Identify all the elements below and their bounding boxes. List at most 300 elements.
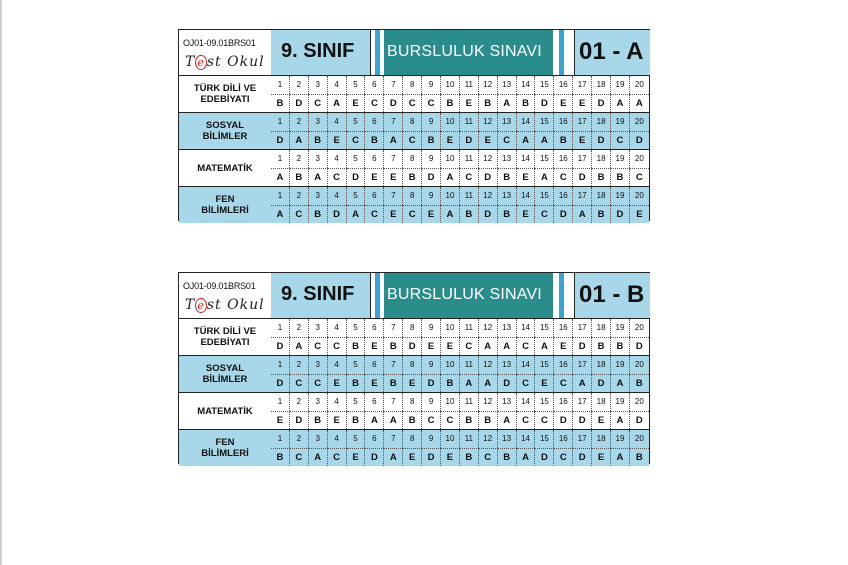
answer-letter: C [441, 411, 460, 429]
answer-letter: E [441, 131, 460, 149]
answer-letter: A [517, 131, 536, 149]
answer-letter: D [592, 131, 611, 149]
question-number: 20 [634, 154, 644, 163]
subject-label [179, 76, 272, 112]
answer-letter: A [630, 94, 649, 112]
question-number: 7 [384, 113, 403, 131]
question-number: 3 [309, 430, 328, 448]
answer-letter: C [328, 168, 347, 186]
answer-letter: D [535, 94, 554, 112]
question-number: 8 [403, 150, 422, 168]
question-number: 2 [290, 319, 309, 337]
question-number: 1 [271, 319, 290, 337]
answer-letter: A [479, 337, 498, 355]
answer-letter: D [290, 94, 309, 112]
code-box [179, 30, 272, 75]
answer-letter: A [290, 337, 309, 355]
question-number: 1 [271, 113, 290, 131]
subject-row [179, 355, 649, 392]
subject-row [179, 392, 649, 429]
question-number: 6 [365, 187, 384, 205]
question-number: 12 [479, 113, 498, 131]
question-number: 12 [479, 430, 498, 448]
answer-letter: D [347, 168, 366, 186]
answer-letter: A [328, 94, 347, 112]
answer-letter: E [592, 411, 611, 429]
question-number: 14 [517, 393, 536, 411]
answer-letter: E [479, 131, 498, 149]
question-number: 1 [271, 187, 290, 205]
answer-cells [271, 150, 649, 186]
question-number: 9 [422, 76, 441, 94]
answer-letter: B [460, 205, 479, 223]
answer-letter: D [479, 168, 498, 186]
answer-letter: D [422, 448, 441, 466]
question-number: 11 [460, 319, 479, 337]
answer-letter: B [460, 448, 479, 466]
question-number: 6 [365, 150, 384, 168]
answer-letter: A [347, 205, 366, 223]
answer-letter: E [517, 168, 536, 186]
answer-grid [179, 318, 649, 466]
subject-label [179, 319, 272, 355]
question-number: 10 [441, 319, 460, 337]
answer-letter: D [498, 374, 517, 392]
answer-letter: A [271, 205, 290, 223]
test-okul-logo: T e st Okul [185, 297, 265, 313]
question-number: 2 [290, 430, 309, 448]
code-box [179, 273, 272, 318]
answer-letter: C [517, 411, 536, 429]
question-number: 11 [460, 356, 479, 374]
question-number: 18 [592, 113, 611, 131]
question-number: 13 [498, 150, 517, 168]
question-number: 8 [403, 430, 422, 448]
question-number: 6 [365, 356, 384, 374]
answer-letter: D [422, 168, 441, 186]
question-numbers [271, 356, 649, 374]
answer-letter: B [554, 131, 573, 149]
question-number: 7 [384, 393, 403, 411]
question-number: 16 [554, 113, 573, 131]
exam-title: BURSLULUK SINAVI [387, 286, 542, 303]
question-number: 18 [592, 150, 611, 168]
answer-letter: B [630, 448, 649, 466]
subject-label [179, 150, 272, 186]
question-number: 16 [554, 430, 573, 448]
question-number: 7 [384, 150, 403, 168]
answer-letter: A [384, 131, 403, 149]
answer-letter: C [517, 337, 536, 355]
question-number: 4 [328, 393, 347, 411]
answer-letter: B [592, 337, 611, 355]
subject-line-1: SOSYAL [205, 120, 245, 131]
question-number: 8 [403, 319, 422, 337]
question-number: 12 [479, 319, 498, 337]
question-number: 1 [271, 76, 290, 94]
question-number: 13 [498, 356, 517, 374]
answer-letter: A [365, 411, 384, 429]
answer-letter: A [441, 205, 460, 223]
document-code: OJ01-09.01BRS01 [183, 281, 256, 291]
question-number: 1 [271, 430, 290, 448]
question-number: 19 [611, 319, 630, 337]
question-number: 20 [634, 323, 644, 332]
booklet-label: 01 - B [579, 281, 645, 308]
answer-letter: C [554, 448, 573, 466]
subject-line-1: TÜRK DİLİ VE [193, 326, 257, 337]
answer-key-card [178, 29, 650, 221]
answer-letter: D [573, 411, 592, 429]
question-number: 18 [592, 187, 611, 205]
subject-label [179, 430, 272, 466]
question-number: 15 [535, 393, 554, 411]
question-number: 2 [290, 76, 309, 94]
question-number: 10 [441, 393, 460, 411]
answer-letter: E [630, 205, 649, 223]
card-header [179, 30, 649, 75]
question-number: 17 [573, 150, 592, 168]
answer-letter: C [290, 374, 309, 392]
question-number: 8 [403, 113, 422, 131]
answer-letter: D [630, 411, 649, 429]
question-number: 17 [573, 356, 592, 374]
answer-letters [271, 337, 649, 355]
answer-letter: B [403, 411, 422, 429]
question-number: 16 [554, 150, 573, 168]
stripe-divider [371, 273, 384, 318]
question-numbers [271, 319, 649, 337]
answer-letter: C [479, 448, 498, 466]
exam-title: BURSLULUK SINAVI [387, 43, 542, 60]
question-number: 13 [498, 187, 517, 205]
question-number: 3 [309, 187, 328, 205]
question-number: 8 [403, 356, 422, 374]
answer-letter: A [573, 205, 592, 223]
question-number: 6 [365, 430, 384, 448]
answer-letters [271, 448, 649, 466]
question-number: 9 [422, 393, 441, 411]
question-number: 13 [498, 76, 517, 94]
answer-letter: B [441, 94, 460, 112]
stripe [375, 30, 380, 75]
subject-line-2: BİLİMLER [202, 131, 248, 142]
question-number: 14 [517, 187, 536, 205]
answer-letter: B [347, 411, 366, 429]
answer-letter: E [365, 168, 384, 186]
question-number: 2 [290, 393, 309, 411]
answer-letter: D [460, 131, 479, 149]
question-number: 19 [611, 430, 630, 448]
answer-letters [271, 411, 649, 429]
subject-row [179, 318, 649, 355]
question-number: 11 [460, 393, 479, 411]
answer-letter: C [365, 94, 384, 112]
question-number: 12 [479, 187, 498, 205]
answer-letter: C [554, 374, 573, 392]
question-number: 18 [592, 393, 611, 411]
answer-letter: A [517, 448, 536, 466]
answer-key-card [178, 272, 650, 464]
answer-cells [271, 76, 649, 112]
answer-letter: A [498, 94, 517, 112]
subject-line-1: MATEMATİK [197, 405, 253, 417]
answer-letter: B [611, 337, 630, 355]
answer-letter: B [365, 131, 384, 149]
answer-letter: B [422, 131, 441, 149]
question-number: 15 [535, 356, 554, 374]
subject-line-2: EDEBİYATI [200, 337, 250, 348]
question-number: 5 [347, 393, 366, 411]
answer-letter: C [460, 337, 479, 355]
question-number: 5 [347, 113, 366, 131]
answer-letter: C [290, 205, 309, 223]
question-number: 14 [517, 430, 536, 448]
answer-letter: A [271, 168, 290, 186]
question-number: 10 [441, 76, 460, 94]
answer-letter: B [498, 205, 517, 223]
question-number: 18 [592, 76, 611, 94]
answer-letter: E [517, 205, 536, 223]
stripe [559, 30, 564, 75]
question-number: 12 [479, 393, 498, 411]
question-number: 7 [384, 76, 403, 94]
question-number: 16 [554, 319, 573, 337]
answer-cells [271, 356, 649, 392]
answer-letter: C [309, 374, 328, 392]
answer-letter: B [384, 337, 403, 355]
question-number: 7 [384, 356, 403, 374]
question-number: 9 [422, 150, 441, 168]
answer-letter: E [441, 337, 460, 355]
answer-letter: D [271, 374, 290, 392]
question-number: 10 [441, 113, 460, 131]
question-number: 20 [634, 80, 644, 89]
question-number: 17 [573, 430, 592, 448]
answer-letter: E [592, 448, 611, 466]
answer-letter: A [611, 94, 630, 112]
answer-letter: E [271, 411, 290, 429]
question-number: 16 [554, 187, 573, 205]
question-number: 6 [365, 113, 384, 131]
subject-line-1: FEN [215, 194, 235, 205]
subject-row [179, 75, 649, 112]
answer-letter: E [328, 411, 347, 429]
subject-line-2: BİLİMLERİ [201, 205, 249, 216]
question-number: 15 [535, 113, 554, 131]
answer-letter: D [573, 448, 592, 466]
answer-letter: B [384, 374, 403, 392]
subject-line-1: MATEMATİK [197, 162, 253, 174]
answer-cells [271, 187, 649, 223]
page-edge [0, 0, 2, 565]
answer-letter: D [535, 448, 554, 466]
question-number: 2 [290, 187, 309, 205]
answer-letter: E [328, 374, 347, 392]
answer-letter: C [630, 168, 649, 186]
question-number: 14 [517, 356, 536, 374]
answer-letter: E [365, 337, 384, 355]
subject-row [179, 186, 649, 223]
question-number: 13 [498, 393, 517, 411]
answer-letter: D [554, 205, 573, 223]
question-number: 11 [460, 187, 479, 205]
answer-letter: D [554, 411, 573, 429]
answer-letter: D [479, 205, 498, 223]
answer-letter: E [422, 205, 441, 223]
question-number: 3 [309, 76, 328, 94]
stripe-divider [371, 30, 384, 75]
answer-letter: B [498, 448, 517, 466]
question-number: 4 [328, 430, 347, 448]
question-number: 18 [592, 356, 611, 374]
answer-letters [271, 131, 649, 149]
answer-letter: E [347, 448, 366, 466]
answer-letter: A [611, 448, 630, 466]
answer-letter: A [384, 448, 403, 466]
subject-row [179, 149, 649, 186]
answer-letter: B [479, 94, 498, 112]
answer-letter: A [535, 337, 554, 355]
question-number: 6 [365, 393, 384, 411]
question-number: 11 [460, 76, 479, 94]
question-number: 4 [328, 319, 347, 337]
answer-letter: C [422, 94, 441, 112]
question-number: 19 [611, 113, 630, 131]
answer-cells [271, 393, 649, 429]
subject-line-1: FEN [215, 437, 235, 448]
answer-letter: B [403, 168, 422, 186]
subject-line-1: SOSYAL [205, 363, 245, 374]
question-number: 17 [573, 113, 592, 131]
question-number: 10 [441, 187, 460, 205]
subject-row [179, 429, 649, 466]
booklet-box [574, 273, 650, 318]
answer-cells [271, 430, 649, 466]
answer-letter: A [535, 131, 554, 149]
answer-letters [271, 374, 649, 392]
question-number: 6 [365, 319, 384, 337]
booklet-label: 01 - A [579, 38, 644, 65]
answer-letter: D [365, 448, 384, 466]
answer-letter: D [403, 337, 422, 355]
question-number: 2 [290, 113, 309, 131]
answer-letter: E [554, 337, 573, 355]
stripe [375, 273, 380, 318]
subject-line-1: TÜRK DİLİ VE [193, 83, 257, 94]
question-number: 8 [403, 393, 422, 411]
question-number: 9 [422, 430, 441, 448]
question-number: 12 [479, 76, 498, 94]
subject-row [179, 112, 649, 149]
answer-letter: A [498, 411, 517, 429]
question-number: 5 [347, 76, 366, 94]
question-number: 11 [460, 150, 479, 168]
question-number: 1 [271, 393, 290, 411]
question-number: 14 [517, 113, 536, 131]
question-number: 7 [384, 430, 403, 448]
answer-letters [271, 94, 649, 112]
answer-letter: C [517, 374, 536, 392]
answer-letter: E [535, 374, 554, 392]
answer-letter: D [271, 337, 290, 355]
question-number: 15 [535, 187, 554, 205]
question-numbers [271, 430, 649, 448]
answer-letter: A [611, 411, 630, 429]
answer-letter: E [403, 448, 422, 466]
answer-letter: E [365, 374, 384, 392]
question-number: 15 [535, 76, 554, 94]
answer-letter: B [271, 94, 290, 112]
answer-letter: A [611, 374, 630, 392]
question-number: 10 [441, 430, 460, 448]
answer-letter: B [309, 205, 328, 223]
answer-letter: C [403, 131, 422, 149]
document-code: OJ01-09.01BRS01 [183, 38, 256, 48]
answer-letter: C [290, 448, 309, 466]
answer-letter: B [592, 205, 611, 223]
question-number: 15 [535, 430, 554, 448]
answer-letter: C [328, 337, 347, 355]
answer-letter: D [384, 94, 403, 112]
question-number: 17 [573, 319, 592, 337]
answer-letter: B [290, 168, 309, 186]
answer-letter: A [573, 374, 592, 392]
question-numbers [271, 76, 649, 94]
question-number: 12 [479, 356, 498, 374]
answer-letter: C [535, 411, 554, 429]
subject-line-2: BİLİMLER [202, 374, 248, 385]
question-number: 18 [592, 430, 611, 448]
question-number: 19 [611, 187, 630, 205]
question-number: 16 [554, 76, 573, 94]
question-number: 4 [328, 76, 347, 94]
answer-cells [271, 319, 649, 355]
question-number: 9 [422, 113, 441, 131]
answer-letter: D [328, 205, 347, 223]
question-number: 11 [460, 430, 479, 448]
answer-letter: E [328, 131, 347, 149]
question-number: 17 [573, 393, 592, 411]
subject-label [179, 393, 272, 429]
question-numbers [271, 393, 649, 411]
stripe-divider [553, 273, 574, 318]
answer-letter: B [347, 337, 366, 355]
question-number: 3 [309, 393, 328, 411]
answer-letter: B [271, 448, 290, 466]
answer-letter: D [630, 131, 649, 149]
subject-label [179, 356, 272, 392]
question-number: 17 [573, 76, 592, 94]
answer-letter: E [554, 94, 573, 112]
subject-line-2: BİLİMLERİ [201, 448, 249, 459]
answer-letter: B [441, 374, 460, 392]
answer-letter: C [328, 448, 347, 466]
grade-label: 9. SINIF [281, 283, 355, 305]
answer-letter: E [460, 94, 479, 112]
question-number: 13 [498, 430, 517, 448]
answer-letter: A [460, 374, 479, 392]
answer-letter: C [347, 131, 366, 149]
question-number: 18 [592, 319, 611, 337]
question-number: 3 [309, 319, 328, 337]
question-number: 5 [347, 430, 366, 448]
answer-letter: A [441, 168, 460, 186]
question-number: 16 [554, 393, 573, 411]
answer-grid [179, 75, 649, 223]
stripe [559, 273, 564, 318]
answer-letter: A [309, 448, 328, 466]
